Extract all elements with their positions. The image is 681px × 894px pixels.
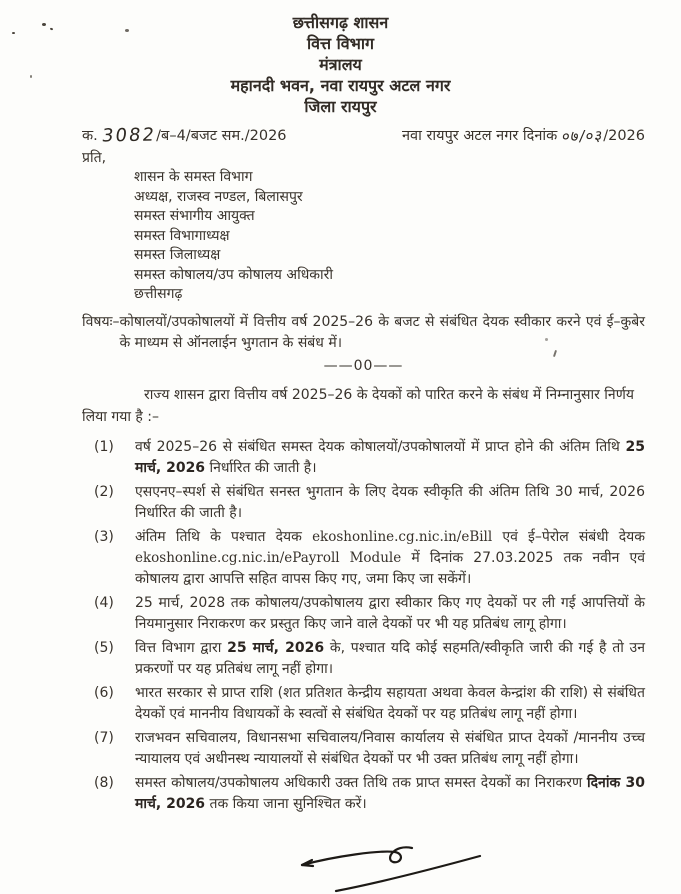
letterhead-line: वित्त विभाग xyxy=(306,34,375,53)
date-handwritten: ०७/०३ xyxy=(560,126,605,146)
item-text-segment: ekoshonline.cg.nic.in/eBill xyxy=(312,528,493,545)
place-date-label: नवा रायपुर अटल नगर दिनांक xyxy=(402,128,558,144)
letterhead-line: जिला रायपुर xyxy=(304,97,377,116)
item-number: (4) xyxy=(94,594,114,611)
item-text-segment: एसएनए–स्पर्श से संबंधित सनस्त भुगतान के लिए देयक स्वीकृति की अंतिम तिथि 30 मार्च, 2026 निर्धारित की जाती है। xyxy=(135,483,645,521)
list-item xyxy=(94,482,645,524)
item-text xyxy=(135,527,645,590)
item-number: (7) xyxy=(94,729,114,746)
recipient-line: समस्त संभागीय आयुक्त xyxy=(134,208,255,224)
item-number: (8) xyxy=(94,774,114,791)
item-number: (2) xyxy=(94,483,114,500)
recipient-line: समस्त विभागाध्यक्ष xyxy=(134,227,230,244)
reference-number-suffix: /ब–4/बजट सम./2026 xyxy=(156,128,287,144)
list-item xyxy=(94,773,645,815)
place-date xyxy=(402,125,645,145)
item-text-segment: राजभवन सचिवालय, विधानसभा सचिवालय/निवास कार्यालय से संबंधित प्राप्त देयकों /माननीय उच्च न्यायालय एवं अधीनस्थ न्यायालयों से संबंधित देयकों पर भी उक्त प्रतिबंध लागू नहीं होगा। xyxy=(135,729,645,767)
scan-artifact xyxy=(545,338,548,341)
item-text xyxy=(135,683,645,725)
reference-number xyxy=(82,124,287,145)
list-item xyxy=(94,593,645,635)
scan-artifact xyxy=(30,75,32,78)
recipient-line: अध्यक्ष, राजस्व नण्डल, बिलासपुर xyxy=(134,188,303,205)
item-number: (6) xyxy=(94,684,114,701)
list-item xyxy=(94,683,645,725)
letterhead-line: महानदी भवन, नवा रायपुर अटल नगर xyxy=(230,76,451,95)
reference-number-handwritten: 3082 xyxy=(101,124,158,147)
item-text-segment: अंतिम तिथि के पश्चात देयक xyxy=(135,528,313,545)
item-text xyxy=(135,773,645,815)
recipient-list xyxy=(82,168,645,305)
list-item xyxy=(94,638,645,680)
item-text-segment: भारत सरकार से प्राप्त राशि (शत प्रतिशत केन्द्रीय सहायता अथवा केवल केन्द्रांश की राशि) से संबंधित देयकों एवं माननीय विधायकों के स्वत्वों से संबंधित देयकों पर यह प्रतिबंध लागू नहीं होगा। xyxy=(135,684,645,722)
item-text-segment: 25 मार्च, 2028 तक कोषालय/उपकोषालय द्वारा स्वीकार किए गए देयकों पर ली गई आपत्तियों के नियमानुसार निराकरण कर प्रस्तुत किए जाने वाले देयकों पर भी यह प्रतिबंध लागू होगा। xyxy=(135,594,645,632)
item-number: (3) xyxy=(94,528,114,545)
scan-artifact xyxy=(42,23,46,26)
section-separator: ——00—— xyxy=(323,357,404,374)
item-text-segment: वर्ष 2025–26 से संबंधित समस्त देयक कोषालयों/उपकोषालयों में प्राप्त होने की अंतिम तिथि xyxy=(135,438,626,455)
letterhead xyxy=(0,12,681,117)
date-year: /2026 xyxy=(603,128,645,144)
list-item xyxy=(94,527,645,590)
recipient-line: शासन के समस्त विभाग xyxy=(134,169,253,185)
salutation: प्रति, xyxy=(82,150,107,166)
item-text-segment: के, पश्चात यदि कोई सहमति/स्वीकृति जारी की गई है तो उन प्रकरणों पर यह प्रतिबंध लागू नहीं होगा। xyxy=(135,639,645,677)
item-number: (1) xyxy=(94,438,114,455)
letterhead-line: मंत्रालय xyxy=(319,55,362,74)
item-text xyxy=(135,593,645,635)
item-text-segment: निर्धारित की जाती है। xyxy=(205,459,317,476)
reference-row xyxy=(82,124,645,145)
subject-line xyxy=(82,312,645,354)
item-text-bold-segment: 25 मार्च, 2026 xyxy=(227,639,325,656)
item-text-segment: में दिनांक 27.03.2025 तक नवीन एवं कोषालय द्वारा आपत्ति सहित वापस किए गए, जमा किए जा सकेंगें। xyxy=(135,549,646,587)
subject-label: विषयः– xyxy=(82,313,120,330)
list-item xyxy=(94,728,645,770)
decision-list xyxy=(82,437,645,815)
list-item xyxy=(94,437,645,479)
scan-artifact xyxy=(12,32,15,34)
item-text-bold-segment: 25 मार्च, 2026 xyxy=(135,438,645,476)
recipient-line: छत्तीसगढ़ xyxy=(134,286,183,302)
item-text-segment: एवं ई–पेरोल संबंधी देयक xyxy=(492,528,645,545)
item-text-segment: समस्त कोषालय/उपकोषालय अधिकारी उक्त तिथि तक प्राप्त समस्त देयकों का निराकरण xyxy=(135,774,587,791)
item-text-segment: वित्त विभाग द्वारा xyxy=(135,639,228,656)
item-text xyxy=(135,728,645,770)
recipient-line: समस्त जिलाध्यक्ष xyxy=(134,247,221,263)
item-text-bold-segment: दिनांक 30 मार्च, 2026 xyxy=(135,774,645,812)
scan-artifact xyxy=(125,29,129,32)
item-text xyxy=(135,437,645,479)
item-text xyxy=(135,482,645,524)
item-text-segment: ekoshonline.cg.nic.in/ePayroll Module xyxy=(135,549,402,566)
item-text-segment: तक किया जाना सुनिश्चित करें। xyxy=(205,795,367,812)
reference-number-prefix: क. xyxy=(82,128,98,144)
signature-scribble-icon xyxy=(288,840,498,894)
subject-text: कोषालयों/उपकोषालयों में वित्तीय वर्ष 2025–26 के बजट से संबंधित देयक स्वीकार करने एवं ई–कुबेर के माध्यम से ऑनलाईन भुगतान के संबंध में। xyxy=(119,313,645,351)
letterhead-line: छत्तीसगढ़ शासन xyxy=(292,13,389,32)
item-text xyxy=(135,638,645,680)
recipient-line: समस्त कोषालय/उप कोषालय अधिकारी xyxy=(134,266,334,283)
intro-paragraph: राज्य शासन द्वारा वित्तीय वर्ष 2025–26 के देयकों को पारित करने के संबंध में निम्नानुसार निर्णय लिया गया है :– xyxy=(82,386,634,425)
item-number: (5) xyxy=(94,639,114,656)
